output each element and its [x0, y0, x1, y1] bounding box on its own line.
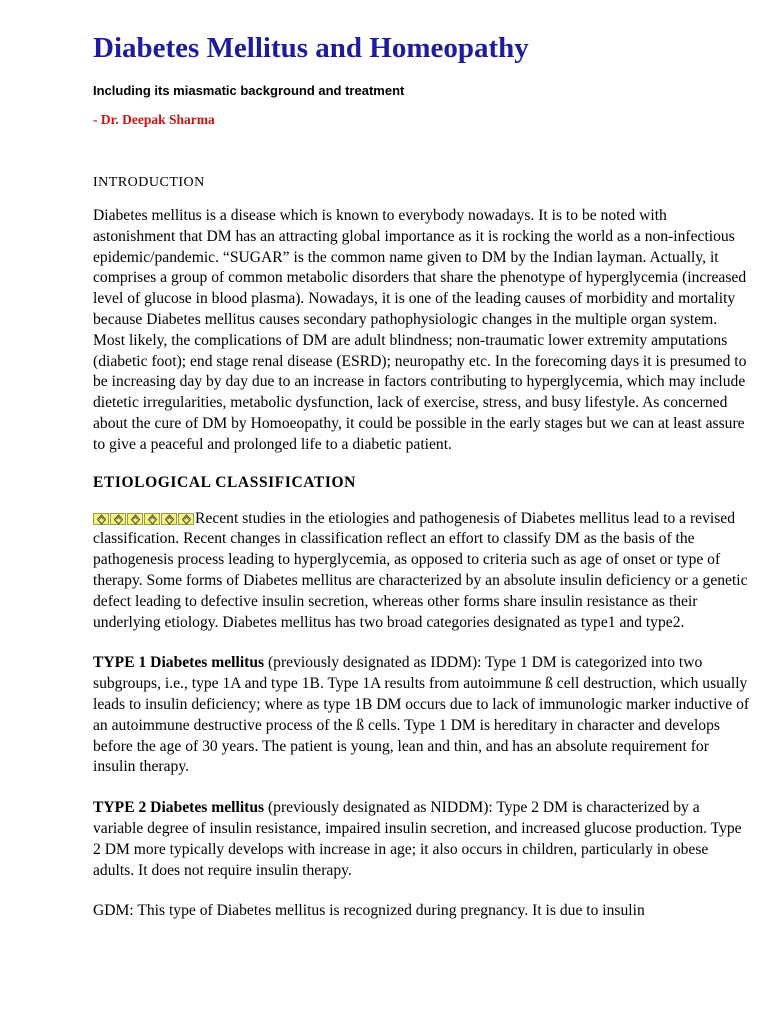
bullet-icon — [178, 513, 194, 525]
type1-paragraph — [93, 653, 753, 778]
page-title: Diabetes Mellitus and Homeopathy — [93, 32, 529, 64]
introduction-paragraph: Diabetes mellitus is a disease which is known to everybody nowadays. It is to be noted with astonishment that DM has an attracting global importance as it is rocking the world as a non-infectious epidemic/pandemic. “SUGAR” is the common name given to DM by the Indian layman. Actually, it comprises a group of common metabolic disorders that share the phenotype of hyperglycemia (increased level of glucose in blood plasma). Nowadays, it is one of the leading causes of morbidity and mortality because Diabetes mellitus causes secondary pathophysiologic changes in the multiple organ system. Most likely, the complications of DM are adult blindness; non-traumatic lower extremity amputations (diabetic foot); end stage renal disease (ESRD); neuropathy etc. In the forecoming days it is presumed to be increasing day by day due to an increase in factors contributing to hyperglycemia, which may include dietetic irregularities, metabolic dysfunction, lack of exercise, stress, and busy lifestyle. As concerned about the cure of DM by Homoeopathy, it could be possible in the early stages but we can at least assure to give a peaceful and prolonged life to a diabetic patient. — [93, 207, 747, 453]
etiology-paragraph — [93, 509, 753, 634]
author-line: - Dr. Deepak Sharma — [93, 112, 215, 127]
page-subtitle: Including its miasmatic background and treatment — [93, 83, 405, 98]
type1-term: TYPE 1 Diabetes mellitus — [93, 654, 265, 672]
type2-text: (previously designated as NIDDM): Type 2 DM is characterized by a variable degree of insulin resistance, impaired insulin secretion, and increased glucose production. Type 2 DM more typically develops with increase in age; it also occurs in children, particularly in obese adults. It does not require insulin therapy. — [93, 799, 742, 879]
bullet-icon — [93, 513, 109, 525]
etiology-text: Recent studies in the etiologies and pathogenesis of Diabetes mellitus lead to a revised classification. Recent changes in classification reflect an effort to classify DM as the basis of the pathogenesis process leading to hyperglycemia, as opposed to criteria such as age of onset or type of therapy. Some forms of Diabetes mellitus are characterized by an absolute insulin deficiency or a genetic defect leading to defective insulin secretion, whereas other forms share insulin resistance as their underlying etiology. Diabetes mellitus has two broad categories designated as type1 and type2. — [93, 509, 748, 631]
bullet-icon — [127, 513, 143, 525]
bullet-icon — [110, 513, 126, 525]
introduction-heading: INTRODUCTION — [93, 175, 205, 190]
bullet-icon — [144, 513, 160, 525]
bullet-icon — [161, 513, 177, 525]
type2-term: TYPE 2 Diabetes mellitus — [93, 799, 265, 817]
gdm-paragraph: GDM: This type of Diabetes mellitus is recognized during pregnancy. It is due to insulin — [93, 902, 645, 920]
type1-text: (previously designated as IDDM): Type 1 DM is categorized into two subgroups, i.e., type 1A and type 1B. Type 1A results from autoimmune ß cell destruction, which usually leads to insulin deficiency; where as type 1B DM occurs due to lack of immunologic marker inductive of an autoimmune destructive process of the ß cells. Type 1 DM is hereditary in character and develops before the age of 30 years. The patient is young, lean and thin, and has an absolute requirement for insulin therapy. — [93, 654, 750, 776]
type2-paragraph — [93, 798, 753, 881]
bullet-icons-row — [93, 511, 195, 525]
etiological-classification-heading: ETIOLOGICAL CLASSIFICATION — [93, 473, 356, 491]
document-page — [93, 30, 753, 922]
